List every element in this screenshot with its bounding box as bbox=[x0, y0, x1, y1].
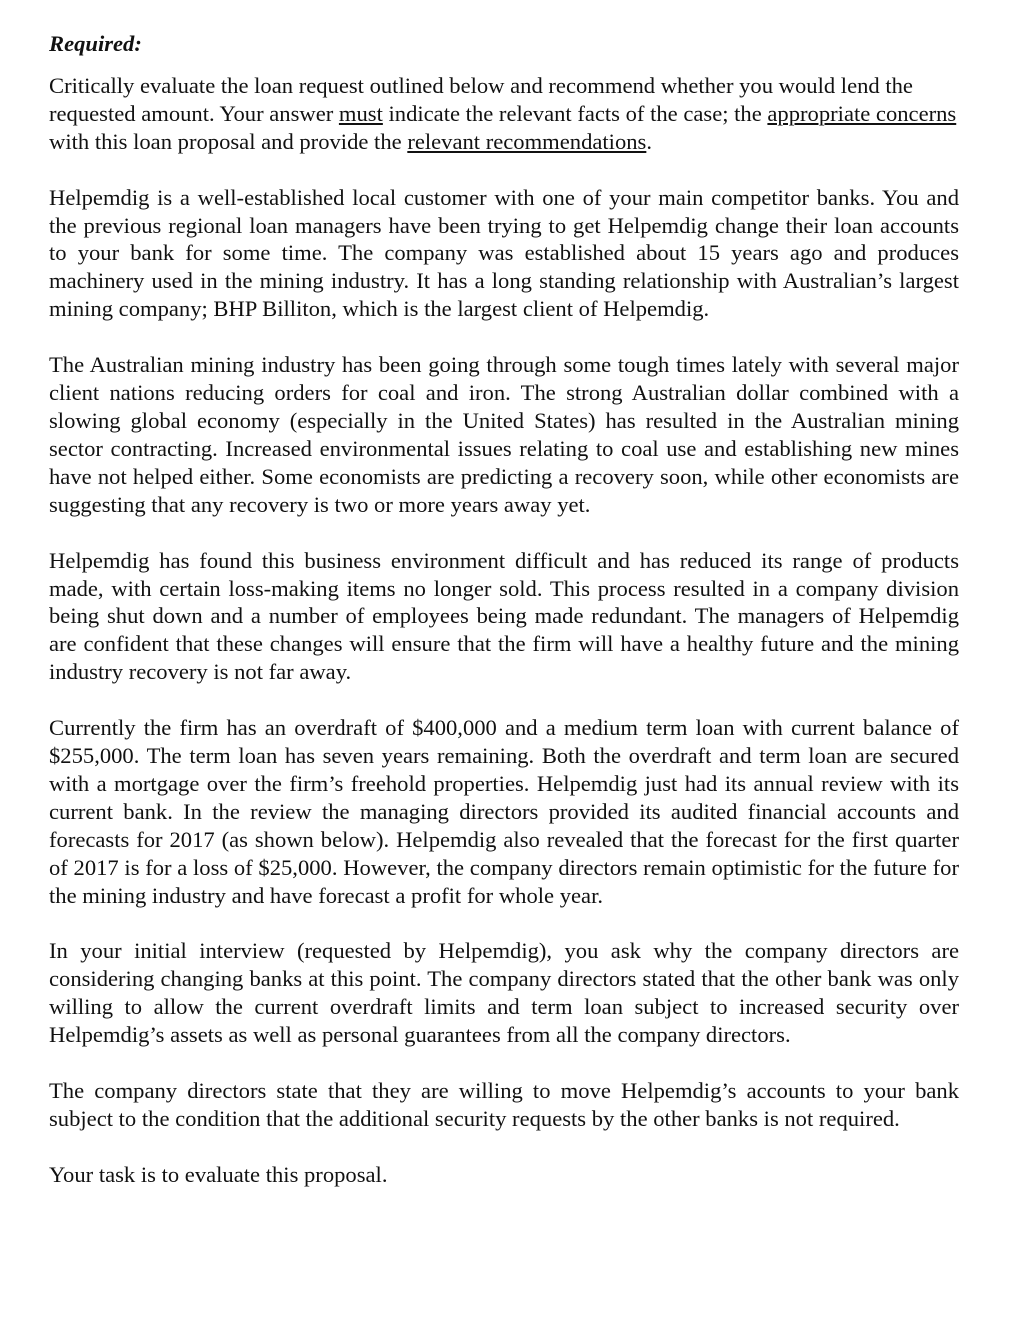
emphasis-appropriate-concerns: appropriate concerns bbox=[767, 100, 957, 126]
instructions-text-3: with this loan proposal and provide the bbox=[49, 128, 408, 154]
paragraph-directors-condition: The company directors state that they are willing to move Helpemdig’s accounts to your bank subject to the condition that the additional security requests by the other banks is not required. bbox=[49, 1078, 959, 1131]
paragraph-initial-interview: In your initial interview (requested by Helpemdig), you ask why the company directors are considering changing banks at this point. The company directors stated that the other bank was only willing to allow the current overdraft limits and term loan subject to increased security over Helpemdig’s assets as well as personal guarantees from all the company directors. bbox=[49, 938, 959, 1048]
paragraph-company-background: Helpemdig is a well-established local customer with one of your main competitor banks. You and the previous regional loan managers have been trying to get Helpemdig change their loan accounts to your bank for some time. The company was established about 15 years ago and produces machinery used in the mining industry. It has a long standing relationship with Australian’s largest mining company; BHP Billiton, which is the largest client of Helpemdig. bbox=[49, 184, 959, 322]
emphasis-relevant-recommendations: relevant recommendations bbox=[407, 128, 647, 154]
emphasis-must: must bbox=[338, 100, 383, 126]
paragraph-task: Your task is to evaluate this proposal. bbox=[49, 1161, 388, 1187]
document-page bbox=[49, 30, 959, 1189]
instructions-text-2: indicate the relevant facts of the case; the bbox=[382, 100, 768, 126]
instructions-text-1: Critically evaluate the loan request outlined below and recommend whether you would lend the requested amount. Your answer bbox=[49, 72, 913, 126]
paragraph-current-finances: Currently the firm has an overdraft of $400,000 and a medium term loan with current balance of $255,000. The term loan has seven years remaining. Both the overdraft and term loan are secured with a mortgage over the firm’s freehold properties. Helpemdig just had its annual review with its current bank. In the review the managing directors provided its audited financial accounts and forecasts for 2017 (as shown below). Helpemdig also revealed that the forecast for the first quarter of 2017 is for a loss of $25,000. However, the company directors remain optimistic for the future for the mining industry and have forecast a profit for whole year. bbox=[49, 715, 959, 908]
required-heading: Required: bbox=[49, 31, 142, 56]
paragraph-business-environment: Helpemdig has found this business environment difficult and has reduced its range of products made, with certain loss-making items no longer sold. This process resulted in a company division being shut down and a number of employees being made redundant. The managers of Helpemdig are confident that these changes will ensure that the firm will have a healthy future and the mining industry recovery is not far away. bbox=[49, 547, 959, 685]
paragraph-mining-industry: The Australian mining industry has been going through some tough times lately with several major client nations reducing orders for coal and iron. The strong Australian dollar combined with a slowing global economy (especially in the United States) has resulted in the Australian mining sector contracting. Increased environmental issues relating to coal use and establishing new mines have not helped either. Some economists are predicting a recovery soon, while other economists are suggesting that any recovery is two or more years away yet. bbox=[49, 352, 959, 517]
instructions-paragraph bbox=[49, 72, 959, 156]
instructions-text-4: . bbox=[646, 128, 652, 154]
